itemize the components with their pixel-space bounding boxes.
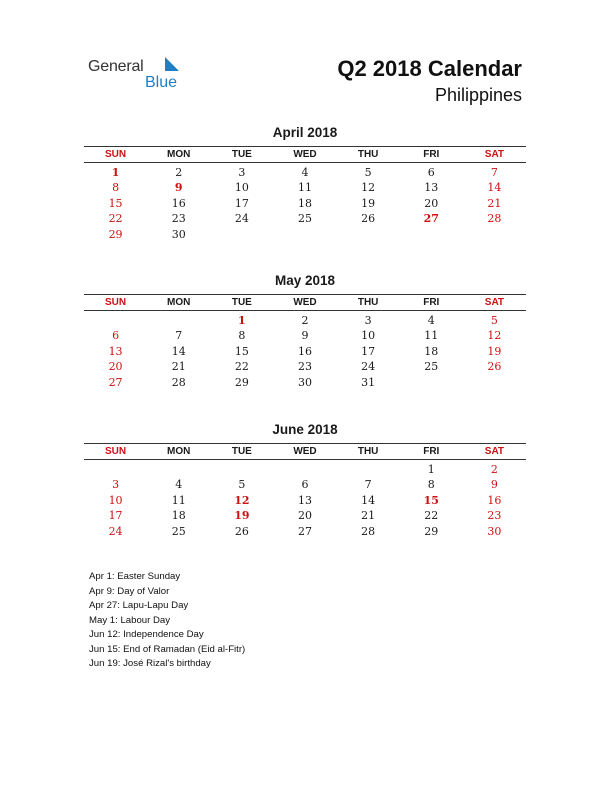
day-header-sun: SUN bbox=[105, 149, 127, 160]
day-cell: 2 bbox=[175, 166, 183, 179]
day-cell: 16 bbox=[171, 196, 186, 210]
day-header-thu: THU bbox=[357, 446, 379, 457]
day-cell: 1 bbox=[238, 314, 246, 327]
day-cell: 22 bbox=[108, 212, 123, 226]
day-header-thu: THU bbox=[357, 149, 379, 160]
day-cell: 10 bbox=[108, 493, 123, 507]
day-cell: 11 bbox=[171, 493, 186, 507]
day-cell: 8 bbox=[112, 181, 120, 195]
day-cell: 20 bbox=[297, 509, 312, 523]
day-cell: 3 bbox=[364, 314, 372, 327]
month-title: May 2018 bbox=[274, 273, 336, 288]
empty-cell bbox=[84, 462, 147, 477]
day-cell: 1 bbox=[427, 463, 435, 476]
day-cell: 13 bbox=[297, 493, 312, 507]
month-title: June 2018 bbox=[272, 422, 338, 437]
day-cell: 17 bbox=[234, 196, 249, 210]
holiday-list bbox=[89, 570, 245, 672]
day-cell: 25 bbox=[297, 212, 312, 226]
day-cell: 5 bbox=[490, 314, 498, 327]
country-subtitle: Philippines bbox=[434, 85, 522, 105]
day-header-wed: WED bbox=[293, 446, 317, 457]
day-cell: 19 bbox=[234, 509, 250, 523]
day-cell: 3 bbox=[238, 166, 246, 179]
day-cell: 1 bbox=[111, 166, 120, 179]
holiday-item: Apr 9: Day of Valor bbox=[89, 585, 170, 597]
day-cell: 30 bbox=[171, 227, 186, 241]
day-cell: 5 bbox=[364, 166, 372, 179]
logo-triangle-icon bbox=[165, 57, 179, 71]
day-cell: 8 bbox=[238, 329, 246, 343]
day-cell: 10 bbox=[361, 329, 376, 343]
day-cell: 9 bbox=[301, 329, 309, 343]
day-cell: 9 bbox=[174, 181, 183, 195]
day-cell: 16 bbox=[297, 344, 312, 358]
day-grid bbox=[84, 460, 526, 539]
day-cell: 30 bbox=[487, 524, 502, 538]
day-cell: 24 bbox=[361, 360, 376, 374]
day-grid bbox=[84, 311, 526, 390]
day-header-tue: TUE bbox=[231, 446, 252, 457]
day-cell: 8 bbox=[427, 478, 435, 492]
day-cell: 19 bbox=[487, 344, 502, 358]
day-cell: 12 bbox=[361, 181, 376, 195]
day-cell: 3 bbox=[112, 478, 120, 492]
empty-cell bbox=[210, 462, 273, 477]
month-calendar-may bbox=[84, 273, 526, 390]
day-cell: 6 bbox=[112, 329, 120, 343]
day-cell: 18 bbox=[424, 344, 439, 358]
day-header-mon: MON bbox=[167, 446, 191, 457]
day-header-wed: WED bbox=[293, 297, 317, 308]
day-cell: 10 bbox=[234, 181, 249, 195]
day-cell: 21 bbox=[361, 509, 376, 523]
day-cell: 28 bbox=[361, 524, 376, 538]
holiday-item: Apr 27: Lapu-Lapu Day bbox=[89, 600, 189, 611]
day-cell: 31 bbox=[361, 375, 376, 389]
day-cell: 27 bbox=[297, 524, 312, 538]
day-cell: 13 bbox=[108, 344, 123, 358]
day-cell: 26 bbox=[361, 212, 376, 226]
day-grid bbox=[84, 163, 526, 242]
day-cell: 13 bbox=[424, 181, 439, 195]
logo-general-text: General bbox=[88, 58, 144, 75]
day-cell: 18 bbox=[297, 196, 312, 210]
day-cell: 7 bbox=[490, 166, 498, 179]
day-cell: 23 bbox=[297, 360, 312, 374]
day-header-tue: TUE bbox=[231, 149, 252, 160]
day-header-sun: SUN bbox=[105, 446, 127, 457]
day-cell: 23 bbox=[171, 212, 186, 226]
day-cell: 16 bbox=[487, 493, 502, 507]
day-cell: 15 bbox=[423, 493, 439, 507]
day-cell: 11 bbox=[297, 181, 312, 195]
day-cell: 23 bbox=[487, 509, 502, 523]
day-cell: 26 bbox=[234, 524, 249, 538]
day-cell: 6 bbox=[301, 478, 309, 492]
page-title: Q2 2018 Calendar bbox=[337, 56, 522, 81]
day-header-sat: SAT bbox=[484, 297, 505, 308]
holiday-item: May 1: Labour Day bbox=[89, 614, 171, 626]
day-header-sat: SAT bbox=[484, 446, 505, 457]
day-cell: 24 bbox=[108, 524, 123, 538]
day-cell: 21 bbox=[171, 360, 186, 374]
day-cell: 7 bbox=[175, 329, 183, 343]
holiday-item: Jun 15: End of Ramadan (Eid al-Fitr) bbox=[89, 643, 246, 655]
empty-cell bbox=[147, 462, 210, 477]
day-cell: 21 bbox=[487, 196, 502, 210]
day-header-fri: FRI bbox=[423, 297, 440, 308]
day-cell: 14 bbox=[487, 181, 502, 195]
day-header-mon: MON bbox=[167, 297, 191, 308]
day-cell: 27 bbox=[423, 212, 439, 226]
day-header-sat: SAT bbox=[484, 149, 505, 160]
holiday-item: Jun 12: Independence Day bbox=[89, 629, 204, 640]
day-cell: 15 bbox=[108, 196, 123, 210]
day-header-tue: TUE bbox=[231, 297, 252, 308]
day-cell: 28 bbox=[171, 375, 186, 389]
day-cell: 19 bbox=[361, 196, 376, 210]
day-cell: 29 bbox=[108, 227, 123, 241]
day-header-row bbox=[84, 443, 526, 460]
day-cell: 4 bbox=[427, 314, 435, 327]
day-cell: 11 bbox=[424, 329, 439, 343]
day-cell: 20 bbox=[424, 196, 439, 210]
day-cell: 29 bbox=[424, 524, 439, 538]
day-cell: 9 bbox=[490, 478, 498, 492]
day-cell: 30 bbox=[297, 375, 312, 389]
day-cell: 6 bbox=[427, 166, 435, 179]
day-cell: 25 bbox=[171, 524, 186, 538]
day-cell: 27 bbox=[108, 375, 123, 389]
day-cell: 26 bbox=[487, 360, 502, 374]
day-cell: 22 bbox=[234, 360, 249, 374]
day-cell: 4 bbox=[175, 478, 183, 492]
holiday-item: Jun 19: José Rizal's birthday bbox=[89, 658, 211, 669]
day-cell: 2 bbox=[490, 463, 498, 476]
day-cell: 29 bbox=[234, 375, 249, 389]
day-cell: 17 bbox=[108, 509, 123, 523]
generalblue-logo bbox=[88, 54, 188, 94]
month-title: April 2018 bbox=[272, 125, 338, 140]
day-cell: 7 bbox=[364, 478, 372, 492]
day-header-sun: SUN bbox=[105, 297, 127, 308]
day-cell: 20 bbox=[108, 360, 123, 374]
holiday-item: Apr 1: Easter Sunday bbox=[89, 571, 181, 582]
day-cell: 12 bbox=[234, 493, 250, 507]
day-cell: 18 bbox=[171, 509, 186, 523]
day-header-row bbox=[84, 294, 526, 311]
day-cell: 15 bbox=[234, 344, 249, 358]
day-header-row bbox=[84, 146, 526, 163]
day-header-thu: THU bbox=[357, 297, 379, 308]
day-cell: 12 bbox=[487, 329, 502, 343]
month-calendar-june bbox=[84, 422, 526, 539]
empty-cell bbox=[273, 462, 336, 477]
day-cell: 14 bbox=[171, 344, 186, 358]
day-header-fri: FRI bbox=[423, 149, 440, 160]
empty-cell bbox=[337, 462, 400, 477]
month-calendar-april bbox=[84, 125, 526, 242]
logo-blue-text: Blue bbox=[145, 74, 178, 91]
empty-cell bbox=[84, 313, 147, 328]
day-cell: 17 bbox=[361, 344, 376, 358]
day-cell: 24 bbox=[234, 212, 249, 226]
day-cell: 2 bbox=[301, 314, 309, 327]
empty-cell bbox=[147, 313, 210, 328]
day-cell: 22 bbox=[424, 509, 439, 523]
day-cell: 25 bbox=[424, 360, 439, 374]
day-cell: 5 bbox=[238, 478, 246, 492]
day-cell: 28 bbox=[487, 212, 502, 226]
day-header-wed: WED bbox=[293, 149, 317, 160]
day-cell: 4 bbox=[301, 166, 309, 179]
day-header-fri: FRI bbox=[423, 446, 440, 457]
day-header-mon: MON bbox=[167, 149, 191, 160]
day-cell: 14 bbox=[361, 493, 376, 507]
